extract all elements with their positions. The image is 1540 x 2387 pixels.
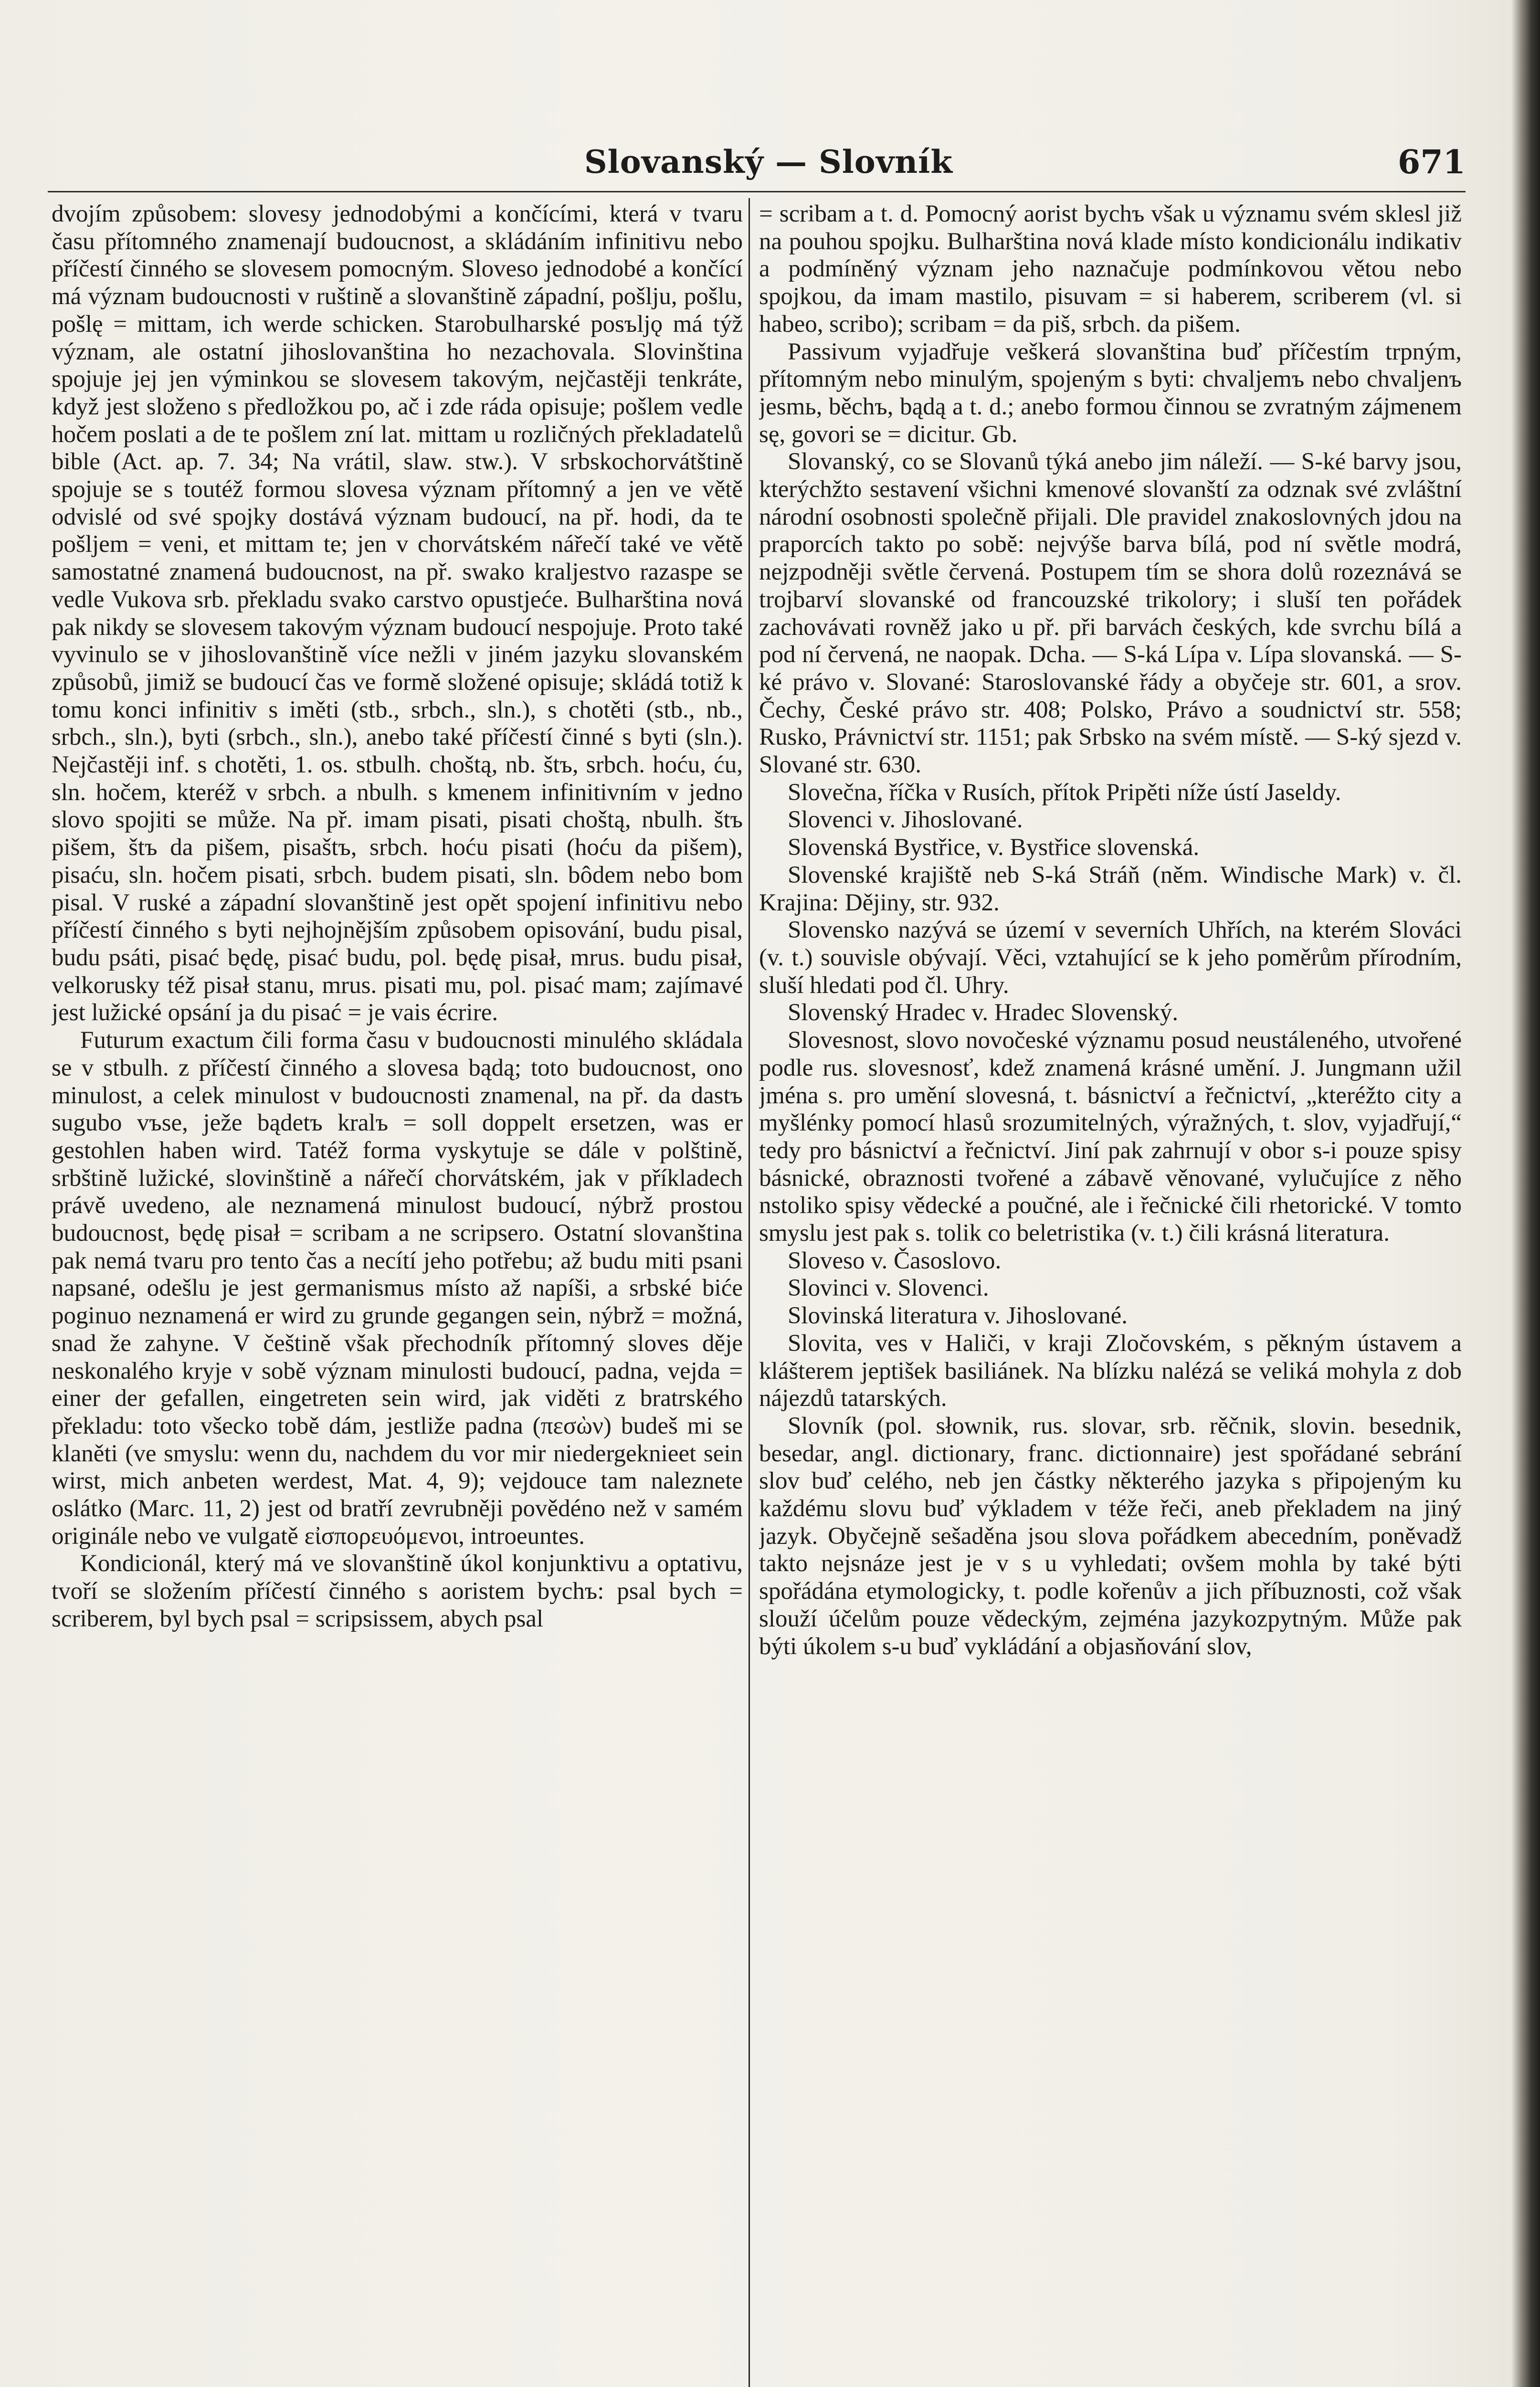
entry-slovnik: Slovník (pol. słownik, rus. slovar, srb. rěčnik, slovin. besednik, besedar, angl. dictionary, franc. dictionnaire) jest spořádané sebrání slov buď celého, neb jen částky některého jazyka s připojeným ku každému slovu buď výkladem v téže řeči, aneb překladem na jiný jazyk. Obyčejně sešaděna jsou slova pořádkem abecedním, poněvadž takto nejsnáze jest je v s u vyhledati; ovšem mohla by také býti spořádána etymologicky, t. podle kořenův a jich příbuznosti, což však slouží účelům pouze vědeckým, zejména jazykozpytným. Může pak býti úkolem s-u buď vykládání a objasňování slov, [759, 1412, 1462, 1660]
left-column [52, 201, 743, 2387]
entry-slovensko: Slovensko nazývá se území v severních Uhřích, na kterém Slováci (v. t.) souvisle obývají. Věci, vztahující se k jeho poměrům přírodním, sluší hledati pod čl. Uhry. [759, 917, 1462, 999]
entry-slovenske-krajiste: Slovenské krajiště neb S-ká Stráň (něm. Windische Mark) v. čl. Krajina: Dějiny, str. 932. [759, 861, 1462, 916]
running-head: Slovanský — Slovník [584, 143, 953, 180]
entry-sloveso: Sloveso v. Časoslovo. [788, 1247, 1002, 1274]
entry-slovesnost: Slovesnost, slovo novočeské významu posud neustáleného, utvořené podle rus. slovesnosť, kdež znamená krásné umění. J. Jungmann užil jména s. pro umění slovesná, t. básnictví a řečnictví, „kteréžto city a myšlénky pomocí hlasů srozumitelných, výražných, t. slov, vyjadřují,“ tedy pro básnictví a řečnictví. Jiní pak zahrnují v obor s-i pouze spisy básnické, obraznosti tvořené a zábavě věnované, vylučujíce z něho nstoliko spisy vědecké a poučné, ale i řečnické čili rhetorické. V tomto smyslu jest pak s. tolik co beletristika (v. t.) čili krásná literatura. [759, 1027, 1462, 1247]
entry-slovensky-hradec: Slovenský Hradec v. Hradec Slovenský. [788, 999, 1179, 1026]
entry-slovenci: Slovenci v. Jihoslované. [788, 806, 1023, 834]
paragraph: Futurum exactum čili forma času v budoucnosti minulého skládala se v stbulh. z příčestí činného a slovesa bądą; toto budoucnost, ono minulost, a celek minulost v budoucnosti znamenal, na př. da dastъ sugubo vъse, ježe bądetъ kralъ = soll doppelt ersetzen, was er gestohlen haben wird. Tatéž forma vyskytuje se dále v polštině, srbštině lužické, slovinštině a nářečí chorvátském, jak v příkladech právě uvedeno, ale neznamená minulost budoucí, nýbrž prostou budoucnost, będę pisał = scribam a ne scripsero. Ostatní slovanština pak nemá tvaru pro tento čas a necítí jeho potřebu; až budu miti psani napsané, odešlu je jest germanismus místo až napíši, a srbské biće poginuo neznamená er wird zu grunde gegangen sein, nýbrž = možná, snad že zahyne. V češtině však přechodník přítomný sloves děje neskonalého kryje v sobě význam minulosti budoucí, padna, vejda = einer der gefallen, eingetreten sein wird, jak viděti z bratrského překladu: toto všecko tobě dám, jestliže padna (πεσὼν) budeš mi se klaněti (ve smyslu: wenn du, nachdem du vor mir niedergeknieet sein wirst, mich anbeten werdest, Mat. 4, 9); vejdouce tam naleznete oslátko (Marc. 11, 2) jest od bratří zevrubněji povědéno než v samém originále nebo ve vulgatě εἰσπορευόμενοι, introeuntes. [52, 1027, 743, 1550]
paragraph: Kondicionál, který má ve slovanštině úkol konjunktivu a optativu, tvoří se složením příčestí činného s aoristem bychъ: psal bych = scriberem, byl bych psal = scripsissem, abych psal [52, 1550, 743, 1632]
entry-slovita: Slovita, ves v Haliči, v kraji Zločovském, s pěkným ústavem a klášterem jeptišek basiliánek. Na blízku nalézá se veliká mohyla z dob nájezdů tatarských. [759, 1330, 1462, 1412]
paragraph: Passivum vyjadřuje veškerá slovanština buď příčestím trpným, přítomným nebo minulým, spojeným s byti: chvaljemъ nebo chvaljenъ jesmь, běchъ, bądą a t. d.; anebo formou činnou se zvratným zájmenem sę, govori se = dicitur. Gb. [759, 338, 1462, 448]
entry-slovenska-bystrice: Slovenská Bystřice, v. Bystřice slovenská. [788, 834, 1200, 861]
right-column [759, 201, 1462, 2387]
paragraph: dvojím způsobem: slovesy jednodobými a končícími, která v tvaru času přítomného znamenají budoucnost, a skládáním infinitivu nebo příčestí činného se slovesem pomocným. Sloveso jednodobé a končící má význam budoucnosti v ruštině a slovanštině západní, pošlju, pošlu, pošlę = mittam, ich werde schicken. Starobulharské posъljǫ má týž význam, ale ostatní jihoslovanština ho nezachovala. Slovinština spojuje jej jen výminkou se slovesem takovým, nejčastěji tenkráte, když jest složeno s předložkou po, ač i zde ráda opisuje; pošlem vedle hočem poslati a de te pošlem zní lat. mittam u rozličných překladatelů bible (Act. ap. 7. 34; Na vrátil, slaw. stw.). V srbskochorvátštině spojuje se s toutéž formou slovesa význam přítomný a jen ve větě odvislé od své spojky dostává význam budoucí, na př. hodi, da te pošljem = veni, et mittam te; jen v chorvátském nářečí také ve větě samostatné znamená budoucnost, na př. swako kraljestvo razaspe se vedle Vukova srb. překladu svako carstvo opustjeće. Bulharština nová pak nikdy se slovesem takovým význam budoucí nespojuje. Proto také vyvinulo se v jihoslovanštině více nežli v jiném jazyku slovanském způsobů, jimiž se budoucí čas ve formě složené opisuje; skládá totiž k tomu konci infinitiv s iměti (stb., srbch., sln.), s chotěti (stb., nb., srbch., sln.), byti (srbch., sln.), anebo také příčestí činné s byti (sln.). Nejčastěji inf. s chotěti, 1. os. stbulh. choštą, nb. štъ, srbch. hoću, ću, sln. hočem, kteréž v srbch. a nbulh. s kmenem infinitivním v jedno slovo spojiti se může. Na př. imam pisati, pisati choštą, nbulh. štъ pišem, štъ da pišem, pisaštъ, srbch. hoću pisati (hoću da pišem), pisaću, sln. hočem pisati, srbch. budem pisati, sln. bôdem nebo bom pisal. V ruské a západní slovanštině jest opět spojení infinitivu nebo příčestí činného s byti nejhojnějším způsobem opisování, budu pisal, budu psáti, pisać będę, pisać budu, pol. będę pisał, mrus. budu pisał, velkorusky též pisał stanu, mrus. pisati mu, pol. pisać mam; zajímavé jest lužické opsání ja du pisać = je vais écrire. [52, 201, 743, 1026]
column-divider [749, 198, 750, 2387]
entry-slovinska-literatura: Slovinská literatura v. Jihoslované. [788, 1302, 1128, 1330]
entry-slovansky: Slovanský, co se Slovanů týká anebo jim náleží. — S-ké barvy jsou, kterýchžto sestavení všichni kmenové slovanští za odznak své zvláštní národní osobnosti společně přijali. Dle pravidel znakoslovných jdou na praporcích takto po sobě: nejvýše barva bílá, pod ní světle modrá, nejzpodněji světle červená. Postupem tím se shora dolů rozeznává se trojbarví slovanské od francouzské trikolory; i sluší ten pořádek zachovávati rovněž jako u př. při barvách českých, kde svrchu bílá a pod ní červená, ne naopak. Dcha. — S-ká Lípa v. Lípa slovanská. — S-ké právo v. Slované: Staroslovanské řády a obyčeje str. 601, a srov. Čechy, České právo str. 408; Polsko, Právo a soudnictví str. 558; Rusko, Právnictví str. 1151; pak Srbsko na svém místě. — S-ký sjezd v. Slované str. 630. [759, 448, 1462, 779]
entry-slovinci: Slovinci v. Slovenci. [788, 1275, 989, 1302]
page-number: 671 [1398, 143, 1466, 181]
book-spine-shadow [1511, 0, 1540, 2387]
header-rule [48, 191, 1466, 192]
entry-slovecna: Slovečna, říčka v Rusích, přítok Pripěti níže ústí Jaseldy. [788, 779, 1341, 806]
page-header [48, 138, 1489, 191]
paragraph: = scribam a t. d. Pomocný aorist bychъ však u významu svém sklesl již na pouhou spojku. Bulharština nová klade místo kondicionálu indikativ a podmíněný význam jeho naznačuje podmínkovou větou nebo spojkou, da imam mastilo, pisuvam = si haberem, scriberem (vl. si habeo, scribo); scribam = da piš, srbch. da pišem. [759, 201, 1462, 338]
